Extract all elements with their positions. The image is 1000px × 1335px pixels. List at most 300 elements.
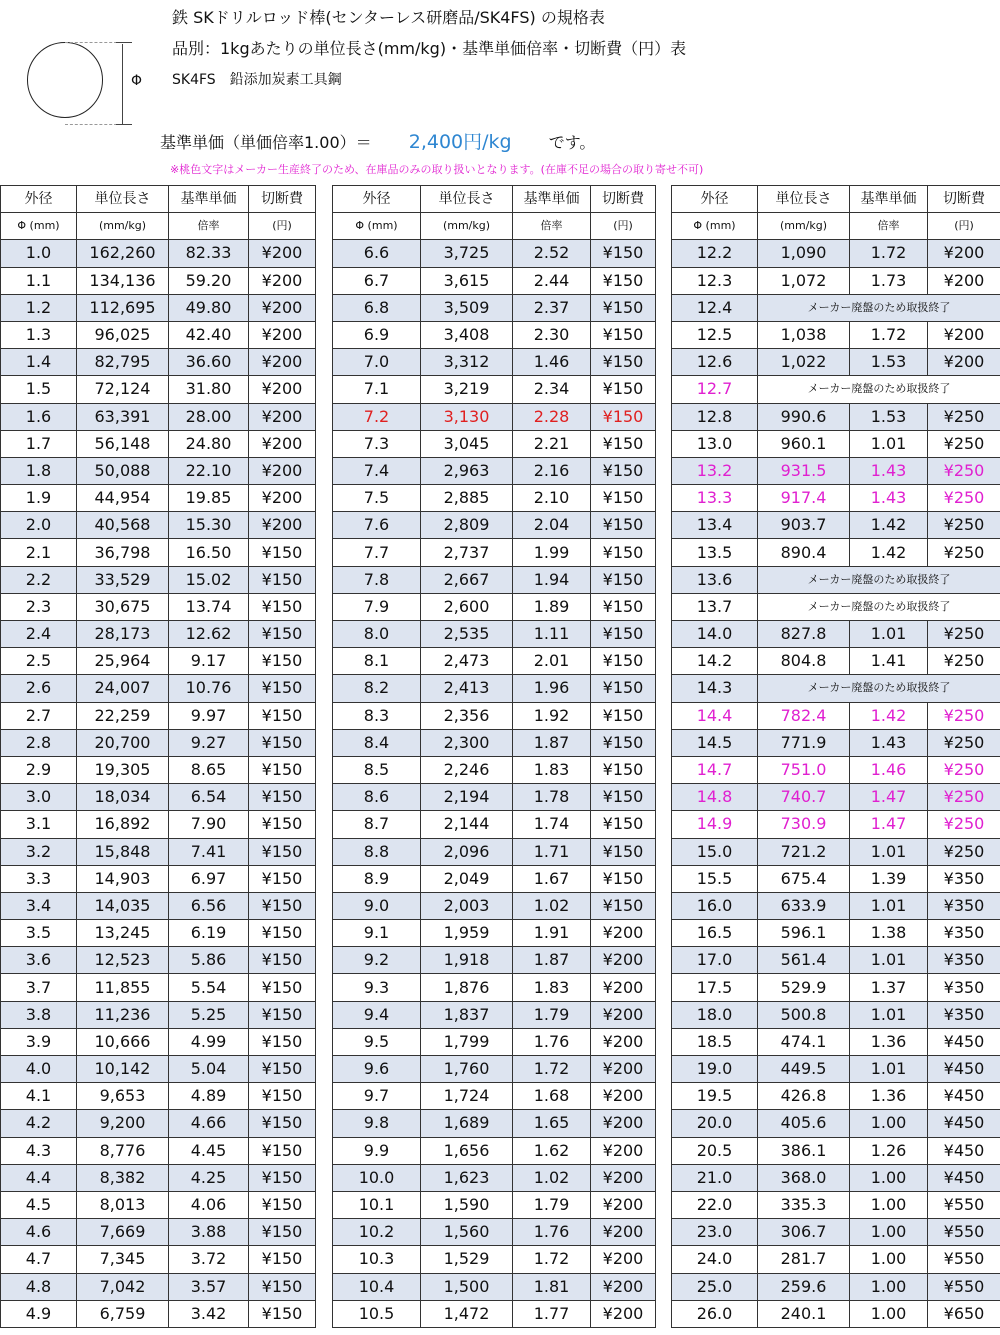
cut-fee-cell: ¥200 <box>249 485 316 512</box>
rate-cell: 2.01 <box>513 648 591 675</box>
column-header: 基準単価 <box>850 186 928 213</box>
diameter-cell: 3.8 <box>1 1001 77 1028</box>
diameter-cell: 14.7 <box>672 756 758 783</box>
rate-cell: 1.81 <box>513 1273 591 1300</box>
diameter-cell: 8.0 <box>333 621 421 648</box>
rate-cell: 4.89 <box>169 1083 249 1110</box>
diameter-cell: 18.0 <box>672 1001 758 1028</box>
rate-cell: 1.73 <box>850 267 928 294</box>
diameter-cell: 7.1 <box>333 376 421 403</box>
table-row <box>333 920 656 947</box>
column-header: 切断費 <box>591 186 656 213</box>
rate-cell: 2.10 <box>513 485 591 512</box>
cut-fee-cell: ¥150 <box>249 1137 316 1164</box>
unit-length-cell: 529.9 <box>758 974 850 1001</box>
table-row <box>1 1056 316 1083</box>
diameter-cell: 7.2 <box>333 403 421 430</box>
unit-length-cell: 2,194 <box>421 784 513 811</box>
rate-cell: 10.76 <box>169 675 249 702</box>
column-header: 切断費 <box>249 186 316 213</box>
diameter-cell: 8.4 <box>333 729 421 756</box>
diameter-cell: 7.0 <box>333 349 421 376</box>
base-price-value: 2,400円/kg <box>408 131 512 153</box>
unit-length-cell: 240.1 <box>758 1300 850 1327</box>
rate-cell: 1.39 <box>850 865 928 892</box>
column-header: 外径 <box>672 186 758 213</box>
diameter-cell: 7.3 <box>333 430 421 457</box>
diameter-cell: 9.9 <box>333 1137 421 1164</box>
rate-cell: 2.34 <box>513 376 591 403</box>
rate-cell: 42.40 <box>169 321 249 348</box>
diameter-cell: 1.4 <box>1 349 77 376</box>
diameter-cell: 8.1 <box>333 648 421 675</box>
rate-cell: 1.47 <box>850 784 928 811</box>
cut-fee-cell: ¥150 <box>249 1246 316 1273</box>
rate-cell: 1.65 <box>513 1110 591 1137</box>
unit-length-cell: 3,408 <box>421 321 513 348</box>
cut-fee-cell: ¥150 <box>249 675 316 702</box>
unit-length-cell: 30,675 <box>77 593 169 620</box>
diameter-cell: 7.6 <box>333 512 421 539</box>
table-row <box>1 1001 316 1028</box>
rate-cell: 59.20 <box>169 267 249 294</box>
table-row <box>333 539 656 566</box>
unit-length-cell: 12,523 <box>77 947 169 974</box>
table-row <box>333 457 656 484</box>
diameter-cell: 6.9 <box>333 321 421 348</box>
column-header: 外径 <box>333 186 421 213</box>
rate-cell: 2.04 <box>513 512 591 539</box>
cut-fee-cell: ¥250 <box>928 784 1000 811</box>
cut-fee-cell: ¥200 <box>928 349 1000 376</box>
rate-cell: 49.80 <box>169 294 249 321</box>
diameter-cell: 26.0 <box>672 1300 758 1327</box>
unit-length-cell: 1,918 <box>421 947 513 974</box>
unit-length-cell: 3,045 <box>421 430 513 457</box>
rate-cell: 5.04 <box>169 1056 249 1083</box>
table-row <box>672 267 1000 294</box>
rate-cell: 9.97 <box>169 702 249 729</box>
diameter-cell: 12.5 <box>672 321 758 348</box>
diameter-cell: 1.7 <box>1 430 77 457</box>
column-unit: (mm/kg) <box>758 213 850 240</box>
rate-cell: 1.72 <box>850 321 928 348</box>
table-row <box>333 566 656 593</box>
diameter-cell: 6.6 <box>333 240 421 267</box>
diameter-cell: 10.1 <box>333 1191 421 1218</box>
rate-cell: 1.01 <box>850 838 928 865</box>
rate-cell: 2.16 <box>513 457 591 484</box>
unit-length-cell: 82,795 <box>77 349 169 376</box>
rate-cell: 3.88 <box>169 1219 249 1246</box>
rate-cell: 4.06 <box>169 1191 249 1218</box>
unit-length-cell: 33,529 <box>77 566 169 593</box>
cut-fee-cell: ¥250 <box>928 621 1000 648</box>
unit-length-cell: 9,653 <box>77 1083 169 1110</box>
table-row <box>333 974 656 1001</box>
cut-fee-cell: ¥250 <box>928 729 1000 756</box>
cut-fee-cell: ¥200 <box>591 1246 656 1273</box>
diameter-cell: 13.3 <box>672 485 758 512</box>
cut-fee-cell: ¥200 <box>591 1137 656 1164</box>
unit-length-cell: 14,035 <box>77 892 169 919</box>
rate-cell: 2.28 <box>513 403 591 430</box>
unit-length-cell: 1,038 <box>758 321 850 348</box>
unit-length-cell: 1,022 <box>758 349 850 376</box>
unit-length-cell: 751.0 <box>758 756 850 783</box>
table-row <box>333 1164 656 1191</box>
cut-fee-cell: ¥150 <box>591 675 656 702</box>
dimension-line <box>65 124 122 125</box>
table-row <box>672 1219 1000 1246</box>
table-row <box>1 1164 316 1191</box>
diameter-cell: 3.3 <box>1 865 77 892</box>
rate-cell: 36.60 <box>169 349 249 376</box>
cut-fee-cell: ¥450 <box>928 1110 1000 1137</box>
table-row <box>672 920 1000 947</box>
unit-length-cell: 917.4 <box>758 485 850 512</box>
table-row <box>672 457 1000 484</box>
rate-cell: 28.00 <box>169 403 249 430</box>
table-row <box>333 1001 656 1028</box>
unit-length-cell: 1,760 <box>421 1056 513 1083</box>
unit-length-cell: 561.4 <box>758 947 850 974</box>
diameter-cell: 4.1 <box>1 1083 77 1110</box>
unit-length-cell: 306.7 <box>758 1219 850 1246</box>
cut-fee-cell: ¥200 <box>591 1001 656 1028</box>
rate-cell: 1.01 <box>850 892 928 919</box>
diameter-cell: 7.5 <box>333 485 421 512</box>
cut-fee-cell: ¥200 <box>591 1083 656 1110</box>
cut-fee-cell: ¥150 <box>249 920 316 947</box>
cut-fee-cell: ¥650 <box>928 1300 1000 1327</box>
unit-length-cell: 18,034 <box>77 784 169 811</box>
diameter-cell: 2.4 <box>1 621 77 648</box>
unit-length-cell: 1,837 <box>421 1001 513 1028</box>
cut-fee-cell: ¥150 <box>591 403 656 430</box>
unit-length-cell: 281.7 <box>758 1246 850 1273</box>
header-unit-row <box>333 213 656 240</box>
table-row <box>672 240 1000 267</box>
unit-length-cell: 596.1 <box>758 920 850 947</box>
rate-cell: 1.72 <box>850 240 928 267</box>
rate-cell: 2.37 <box>513 294 591 321</box>
cut-fee-cell: ¥450 <box>928 1137 1000 1164</box>
cut-fee-cell: ¥150 <box>591 321 656 348</box>
table-row <box>672 1137 1000 1164</box>
cut-fee-cell: ¥150 <box>591 621 656 648</box>
cut-fee-cell: ¥150 <box>591 430 656 457</box>
bar-cross-section-icon <box>27 42 103 118</box>
diameter-cell: 14.4 <box>672 702 758 729</box>
dimension-tick <box>116 42 132 43</box>
rate-cell: 1.71 <box>513 838 591 865</box>
table-row <box>672 811 1000 838</box>
unit-length-cell: 827.8 <box>758 621 850 648</box>
unit-length-cell: 7,669 <box>77 1219 169 1246</box>
cut-fee-cell: ¥150 <box>249 974 316 1001</box>
table-row <box>333 1110 656 1137</box>
unit-length-cell: 10,666 <box>77 1028 169 1055</box>
diameter-cell: 1.6 <box>1 403 77 430</box>
rate-cell: 22.10 <box>169 457 249 484</box>
diameter-cell: 4.3 <box>1 1137 77 1164</box>
diameter-cell: 25.0 <box>672 1273 758 1300</box>
rate-cell: 1.00 <box>850 1219 928 1246</box>
table-row <box>333 811 656 838</box>
column-unit: 倍率 <box>513 213 591 240</box>
table-row <box>333 349 656 376</box>
cut-fee-cell: ¥250 <box>928 512 1000 539</box>
rate-cell: 1.01 <box>850 430 928 457</box>
rate-cell: 6.56 <box>169 892 249 919</box>
table-row <box>1 947 316 974</box>
table-row <box>333 621 656 648</box>
rate-cell: 1.62 <box>513 1137 591 1164</box>
cut-fee-cell: ¥250 <box>928 811 1000 838</box>
column-unit: (円) <box>249 213 316 240</box>
diameter-cell: 20.0 <box>672 1110 758 1137</box>
diameter-cell: 2.1 <box>1 539 77 566</box>
cut-fee-cell: ¥250 <box>928 539 1000 566</box>
cut-fee-cell: ¥150 <box>591 240 656 267</box>
table-row <box>1 1191 316 1218</box>
diameter-cell: 2.8 <box>1 729 77 756</box>
cut-fee-cell: ¥200 <box>591 920 656 947</box>
cut-fee-cell: ¥550 <box>928 1273 1000 1300</box>
cut-fee-cell: ¥450 <box>928 1056 1000 1083</box>
unit-length-cell: 3,615 <box>421 267 513 294</box>
table-row <box>333 1191 656 1218</box>
spec-table-1 <box>0 185 316 1328</box>
table-row <box>1 648 316 675</box>
column-header: 外径 <box>1 186 77 213</box>
cut-fee-cell: ¥150 <box>591 865 656 892</box>
diameter-cell: 17.5 <box>672 974 758 1001</box>
rate-cell: 1.00 <box>850 1191 928 1218</box>
unit-length-cell: 1,500 <box>421 1273 513 1300</box>
diameter-cell: 12.2 <box>672 240 758 267</box>
rate-cell: 1.02 <box>513 1164 591 1191</box>
diameter-cell: 2.3 <box>1 593 77 620</box>
table-row <box>1 974 316 1001</box>
table-row <box>672 430 1000 457</box>
cut-fee-cell: ¥150 <box>591 729 656 756</box>
table-row <box>333 1273 656 1300</box>
unit-length-cell: 40,568 <box>77 512 169 539</box>
cut-fee-cell: ¥150 <box>591 376 656 403</box>
unit-length-cell: 8,776 <box>77 1137 169 1164</box>
cut-fee-cell: ¥450 <box>928 1164 1000 1191</box>
unit-length-cell: 8,382 <box>77 1164 169 1191</box>
diameter-cell: 9.6 <box>333 1056 421 1083</box>
table-row <box>672 1028 1000 1055</box>
unit-length-cell: 2,667 <box>421 566 513 593</box>
table-row <box>333 947 656 974</box>
unit-length-cell: 6,759 <box>77 1300 169 1327</box>
base-price-suffix: です。 <box>548 133 596 152</box>
diameter-cell: 4.9 <box>1 1300 77 1327</box>
diameter-cell: 2.2 <box>1 566 77 593</box>
rate-cell: 1.91 <box>513 920 591 947</box>
table-row <box>1 457 316 484</box>
base-price-line <box>160 127 595 154</box>
unit-length-cell: 740.7 <box>758 784 850 811</box>
unit-length-cell: 386.1 <box>758 1137 850 1164</box>
discontinued-cell: メーカー廃盤のため取扱終了 <box>758 675 1000 702</box>
cut-fee-cell: ¥150 <box>249 539 316 566</box>
diameter-cell: 23.0 <box>672 1219 758 1246</box>
rate-cell: 1.26 <box>850 1137 928 1164</box>
table-row <box>1 1083 316 1110</box>
unit-length-cell: 2,600 <box>421 593 513 620</box>
cut-fee-cell: ¥150 <box>591 485 656 512</box>
table-row <box>333 1246 656 1273</box>
column-header: 切断費 <box>928 186 1000 213</box>
table-row <box>1 865 316 892</box>
cut-fee-cell: ¥200 <box>591 1056 656 1083</box>
diameter-cell: 1.9 <box>1 485 77 512</box>
unit-length-cell: 804.8 <box>758 648 850 675</box>
cut-fee-cell: ¥150 <box>249 1219 316 1246</box>
rate-cell: 1.47 <box>850 811 928 838</box>
rate-cell: 1.76 <box>513 1219 591 1246</box>
header-unit-row <box>672 213 1000 240</box>
cut-fee-cell: ¥150 <box>249 1056 316 1083</box>
unit-length-cell: 405.6 <box>758 1110 850 1137</box>
rate-cell: 2.30 <box>513 321 591 348</box>
table-row <box>672 865 1000 892</box>
unit-length-cell: 3,725 <box>421 240 513 267</box>
table-row <box>672 838 1000 865</box>
cut-fee-cell: ¥550 <box>928 1219 1000 1246</box>
cut-fee-cell: ¥150 <box>591 811 656 838</box>
table-row <box>672 1191 1000 1218</box>
diameter-cell: 7.4 <box>333 457 421 484</box>
table-row <box>1 1300 316 1327</box>
rate-cell: 5.25 <box>169 1001 249 1028</box>
diameter-cell: 7.7 <box>333 539 421 566</box>
diameter-cell: 3.2 <box>1 838 77 865</box>
diameter-cell: 4.2 <box>1 1110 77 1137</box>
rate-cell: 6.97 <box>169 865 249 892</box>
diameter-cell: 6.7 <box>333 267 421 294</box>
diameter-cell: 6.8 <box>333 294 421 321</box>
diameter-cell: 2.0 <box>1 512 77 539</box>
table-row <box>672 1246 1000 1273</box>
diameter-cell: 4.7 <box>1 1246 77 1273</box>
diameter-cell: 4.6 <box>1 1219 77 1246</box>
rate-cell: 9.17 <box>169 648 249 675</box>
cut-fee-cell: ¥200 <box>591 947 656 974</box>
unit-length-cell: 1,656 <box>421 1137 513 1164</box>
rate-cell: 82.33 <box>169 240 249 267</box>
table-row <box>333 784 656 811</box>
table-row <box>1 1028 316 1055</box>
table-row <box>333 1219 656 1246</box>
column-header: 単位長さ <box>758 186 850 213</box>
table-row <box>672 675 1000 702</box>
diameter-cell: 16.5 <box>672 920 758 947</box>
cut-fee-cell: ¥200 <box>591 1300 656 1327</box>
rate-cell: 1.36 <box>850 1028 928 1055</box>
rate-cell: 1.94 <box>513 566 591 593</box>
diameter-cell: 13.6 <box>672 566 758 593</box>
table-row <box>1 294 316 321</box>
discontinued-note: ※桃色文字はメーカー生産終了のため、在庫品のみの取り扱いとなります。(在庫不足の場合の取り寄せ不可) <box>170 163 704 176</box>
rate-cell: 4.25 <box>169 1164 249 1191</box>
diameter-cell: 12.7 <box>672 376 758 403</box>
diameter-cell: 9.3 <box>333 974 421 1001</box>
cut-fee-cell: ¥150 <box>249 892 316 919</box>
cut-fee-cell: ¥150 <box>249 811 316 838</box>
diameter-cell: 8.7 <box>333 811 421 838</box>
table-row <box>1 1273 316 1300</box>
table-row <box>672 947 1000 974</box>
table-row <box>333 321 656 348</box>
rate-cell: 1.42 <box>850 539 928 566</box>
diameter-cell: 15.5 <box>672 865 758 892</box>
table-row <box>672 485 1000 512</box>
unit-length-cell: 730.9 <box>758 811 850 838</box>
rate-cell: 15.30 <box>169 512 249 539</box>
unit-length-cell: 96,025 <box>77 321 169 348</box>
rate-cell: 1.79 <box>513 1191 591 1218</box>
unit-length-cell: 960.1 <box>758 430 850 457</box>
table-row <box>672 784 1000 811</box>
table-row <box>333 376 656 403</box>
table-row <box>1 430 316 457</box>
unit-length-cell: 474.1 <box>758 1028 850 1055</box>
diameter-cell: 14.0 <box>672 621 758 648</box>
cut-fee-cell: ¥150 <box>249 593 316 620</box>
unit-length-cell: 50,088 <box>77 457 169 484</box>
unit-length-cell: 25,964 <box>77 648 169 675</box>
rate-cell: 1.92 <box>513 702 591 729</box>
table-row <box>672 756 1000 783</box>
table-row <box>333 593 656 620</box>
rate-cell: 3.42 <box>169 1300 249 1327</box>
table-row <box>672 403 1000 430</box>
table-row <box>672 349 1000 376</box>
table-row <box>672 974 1000 1001</box>
rate-cell: 1.72 <box>513 1056 591 1083</box>
unit-length-cell: 782.4 <box>758 702 850 729</box>
table-row <box>1 784 316 811</box>
table-row <box>672 648 1000 675</box>
cut-fee-cell: ¥150 <box>591 457 656 484</box>
diameter-cell: 1.0 <box>1 240 77 267</box>
cut-fee-cell: ¥150 <box>249 1028 316 1055</box>
cut-fee-cell: ¥150 <box>591 784 656 811</box>
rate-cell: 6.19 <box>169 920 249 947</box>
unit-length-cell: 990.6 <box>758 403 850 430</box>
table-row <box>1 240 316 267</box>
unit-length-cell: 2,737 <box>421 539 513 566</box>
cut-fee-cell: ¥200 <box>591 1164 656 1191</box>
rate-cell: 1.00 <box>850 1164 928 1191</box>
unit-length-cell: 72,124 <box>77 376 169 403</box>
diameter-cell: 7.8 <box>333 566 421 593</box>
unit-length-cell: 15,848 <box>77 838 169 865</box>
rate-cell: 12.62 <box>169 621 249 648</box>
column-header: 基準単価 <box>513 186 591 213</box>
unit-length-cell: 3,509 <box>421 294 513 321</box>
unit-length-cell: 36,798 <box>77 539 169 566</box>
cut-fee-cell: ¥200 <box>591 1219 656 1246</box>
diameter-cell: 10.3 <box>333 1246 421 1273</box>
base-price-label: 基準単価（単価倍率1.00）＝ <box>160 133 372 152</box>
